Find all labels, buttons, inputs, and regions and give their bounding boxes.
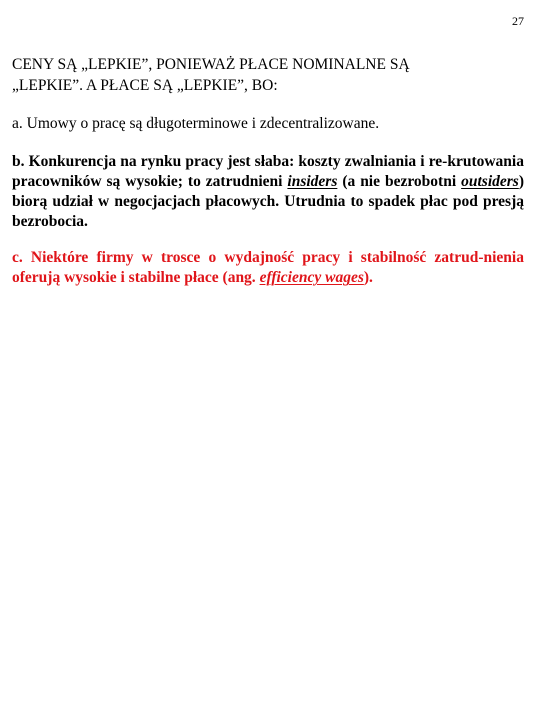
item-c-text-2: ). <box>363 269 373 286</box>
item-b-text-2: (a nie bezrobotni <box>337 173 462 190</box>
item-a: a. Umowy o pracę są długoterminowe i zdecentralizowane. <box>12 115 380 132</box>
item-c <box>12 248 524 288</box>
heading-line-2: „LEPKIE”. A PŁACE SĄ „LEPKIE”, BO: <box>12 77 278 94</box>
heading-line-1: CENY SĄ „LEPKIE”, PONIEWAŻ PŁACE NOMINALNE SĄ <box>12 56 410 73</box>
item-c-text-1: c. Niektóre firmy w trosce o wydajność pracy i stabilność zatrud-nienia oferują wysokie i stabilne płace (ang. <box>12 249 524 286</box>
section-heading <box>12 54 524 96</box>
document-body <box>12 54 524 304</box>
item-b-text-3: ) biorą udział w negocjacjach płacowych. Utrudnia to spadek płac pod presją bezrobocia. <box>12 173 524 230</box>
term-outsiders: outsiders <box>461 173 519 190</box>
item-b <box>12 152 524 232</box>
page-number: 27 <box>512 14 524 28</box>
item-b-text-1: b. Konkurencja na rynku pracy jest słaba: koszty zwalniania i re-krutowania pracowników są wysokie; to zatrudnieni <box>12 153 524 190</box>
term-insiders: insiders <box>287 173 338 190</box>
term-efficiency-wages: efficiency wages <box>259 269 364 286</box>
